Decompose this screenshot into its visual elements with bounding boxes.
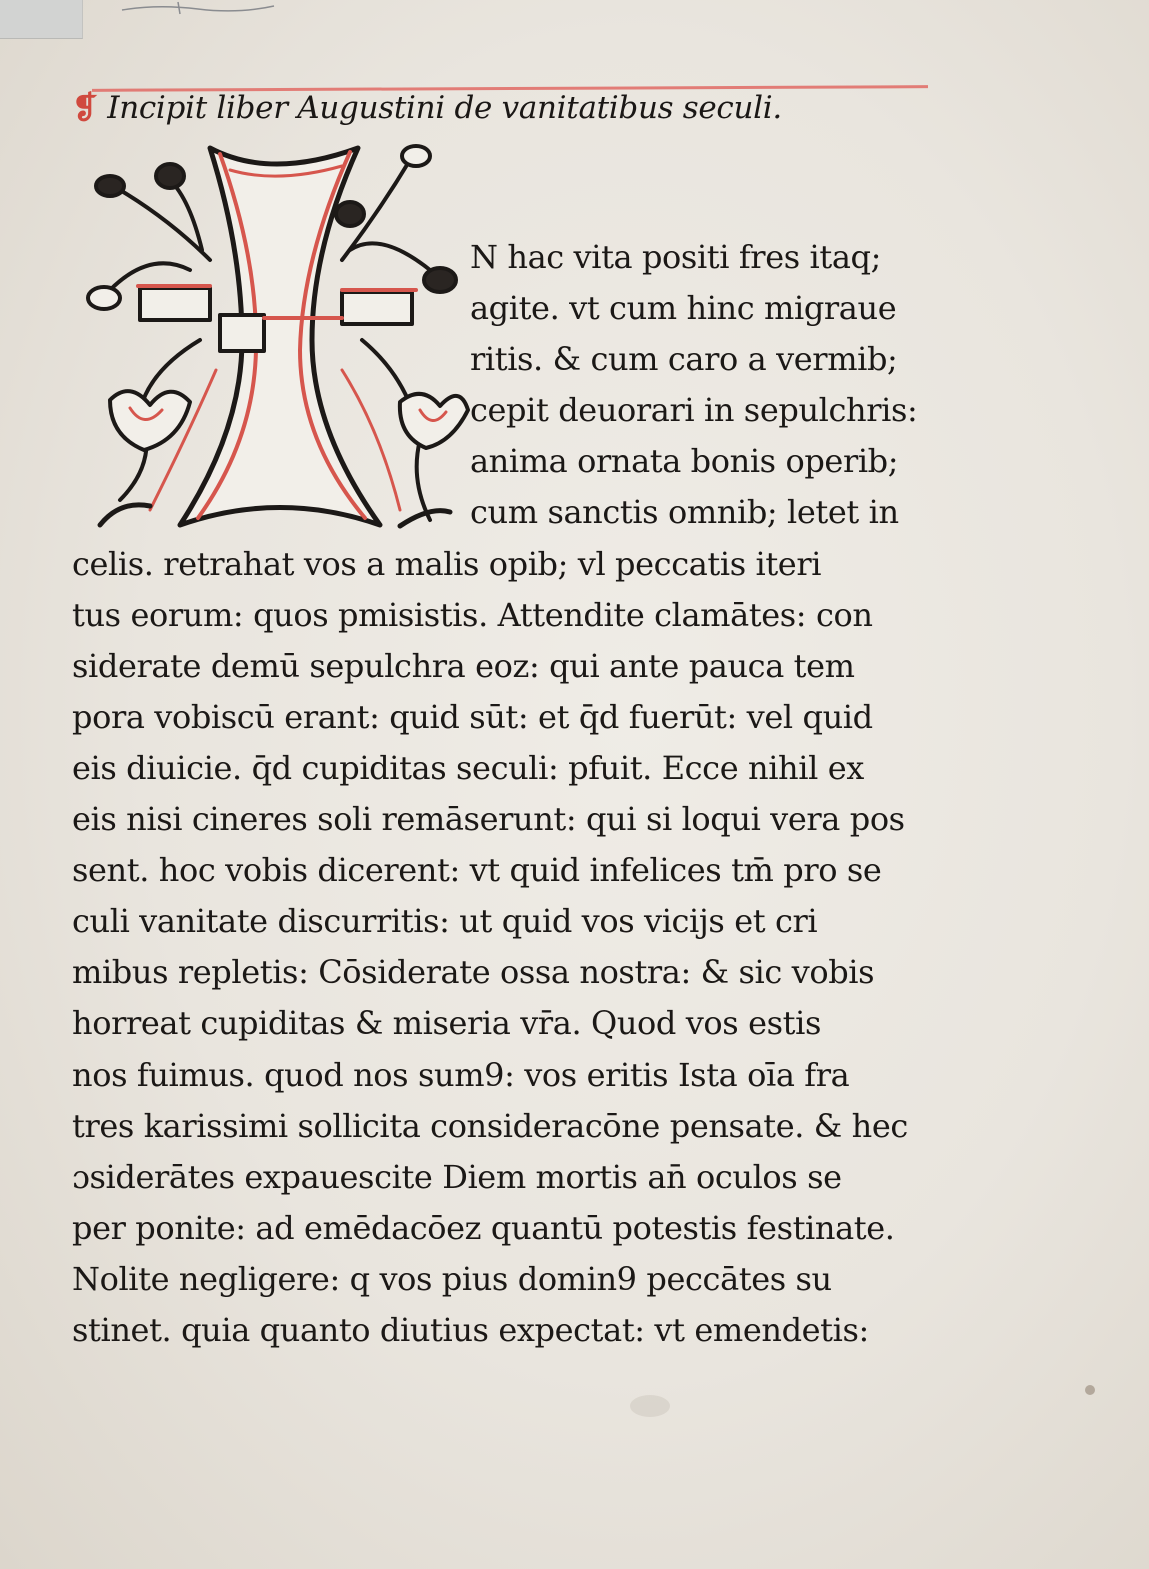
text-line: ritis. & cum caro a vermib; xyxy=(470,340,898,379)
text-line: cepit deuorari in sepulchris: xyxy=(470,391,918,430)
text-line: celis. retrahat vos a malis opib; vl peccatis iteri xyxy=(72,544,822,583)
paper-stain xyxy=(1085,1385,1095,1395)
text-block xyxy=(72,232,967,1356)
text-line: horreat cupiditas & miseria vr̄a. Quod vos estis xyxy=(72,1004,821,1043)
text-line: siderate demū sepulchra eoz: qui ante pauca tem xyxy=(72,646,855,685)
text-line: cum sanctis omnib; letet in xyxy=(470,493,899,532)
text-line: sent. hoc vobis dicerent: vt quid infelices tm̄ pro se xyxy=(72,851,882,890)
text-line: per ponite: ad emēdacōez quantū potestis festinate. xyxy=(72,1208,895,1247)
text-line: pora vobiscū erant: quid sūt: et q̄d fuerūt: vel quid xyxy=(72,697,873,736)
corner-tab xyxy=(0,0,83,39)
text-line: anima ornata bonis operib; xyxy=(470,442,899,481)
paper-stain xyxy=(630,1395,670,1417)
text-line: culi vanitate discurritis: ut quid vos vicijs et cri xyxy=(72,902,818,941)
text-line: eis diuicie. q̄d cupiditas seculi: pfuit. Ecce nihil ex xyxy=(72,748,864,787)
text-line: Nolite negligere: q vos pius domin9 peccātes su xyxy=(72,1259,832,1298)
pencil-mark xyxy=(118,0,278,16)
text-line: agite. vt cum hinc migraue xyxy=(470,289,897,328)
pilcrow-mark: ❡ xyxy=(72,90,98,126)
text-line: N hac vita positi fres itaq; xyxy=(470,238,881,276)
text-line: tres karissimi sollicita consideracōne pensate. & hec xyxy=(72,1106,908,1145)
incipit-heading xyxy=(72,82,952,134)
text-line: eis nisi cineres soli remāserunt: qui si loqui vera pos xyxy=(72,800,905,839)
text-line: ɔsiderātes expauescite Diem mortis an̄ oculos se xyxy=(72,1157,842,1196)
text-line: tus eorum: quos pmisistis. Attendite clamātes: con xyxy=(72,595,873,634)
text-line: mibus repletis: Cōsiderate ossa nostra: & sic vobis xyxy=(72,953,875,992)
text-line: stinet. quia quanto diutius expectat: vt emendetis: xyxy=(72,1310,869,1349)
text-line: nos fuimus. quod nos sum9: vos eritis Ista oīa fra xyxy=(72,1055,850,1094)
incipit-text: Incipit liber Augustini de vanitatibus seculi. xyxy=(107,90,782,126)
